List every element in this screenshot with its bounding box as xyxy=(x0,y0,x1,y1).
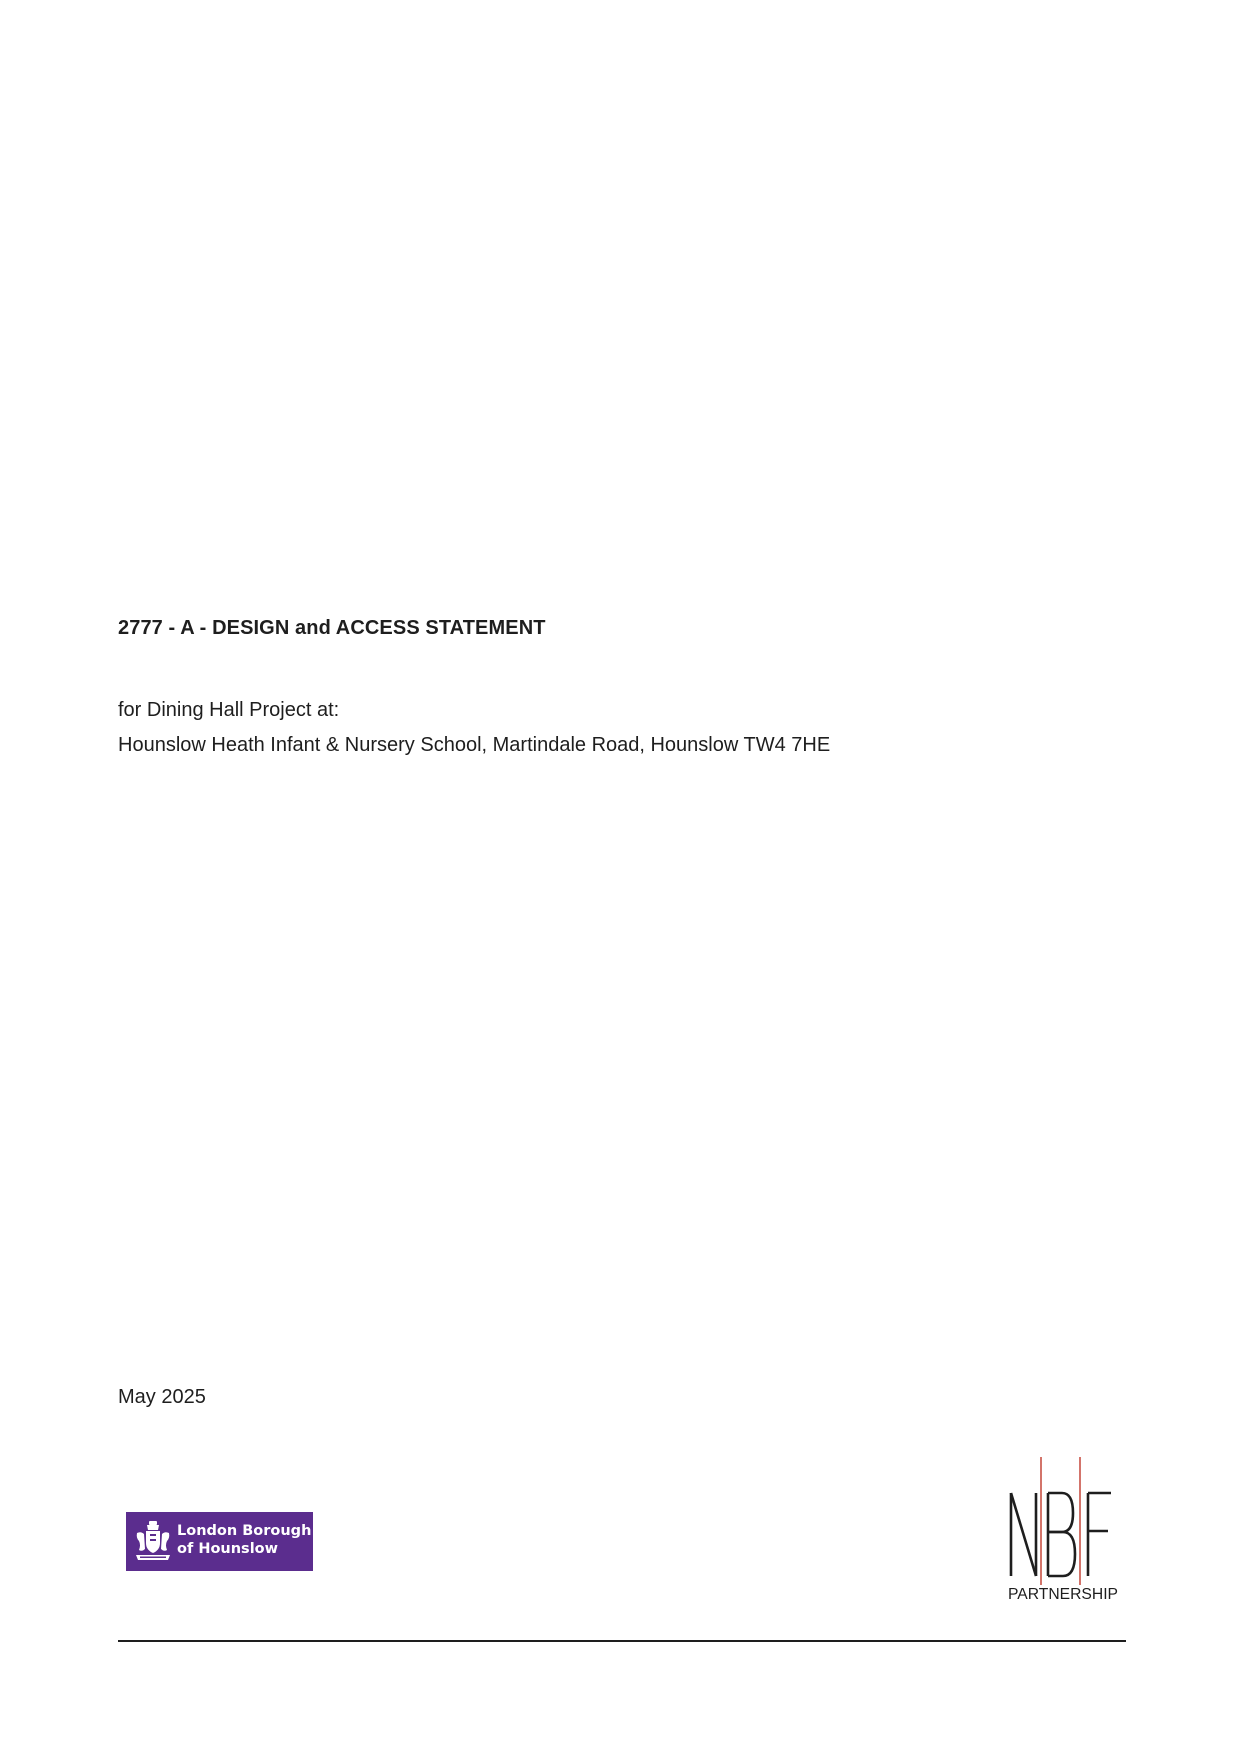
project-intro: for Dining Hall Project at: xyxy=(118,699,340,721)
document-title: 2777 - A - DESIGN and ACCESS STATEMENT xyxy=(118,617,546,639)
client-logo-line1: London Borough xyxy=(177,1523,312,1539)
nbf-letter-f xyxy=(1088,1493,1111,1576)
nbf-letter-b xyxy=(1048,1493,1075,1576)
nbf-partnership-logo xyxy=(1007,1457,1127,1617)
nbf-letter-n xyxy=(1011,1493,1036,1576)
nbf-tagline: PARTNERSHIP xyxy=(1008,1586,1118,1603)
london-borough-of-hounslow-logo xyxy=(126,1512,313,1571)
hounslow-crest-icon xyxy=(134,1519,172,1563)
project-address: Hounslow Heath Infant & Nursery School, Martindale Road, Hounslow TW4 7HE xyxy=(118,734,831,756)
client-logo-line2: of Hounslow xyxy=(177,1541,279,1557)
footer-rule xyxy=(118,1640,1126,1642)
document-date: May 2025 xyxy=(118,1386,206,1408)
client-logo-text xyxy=(177,1522,311,1558)
